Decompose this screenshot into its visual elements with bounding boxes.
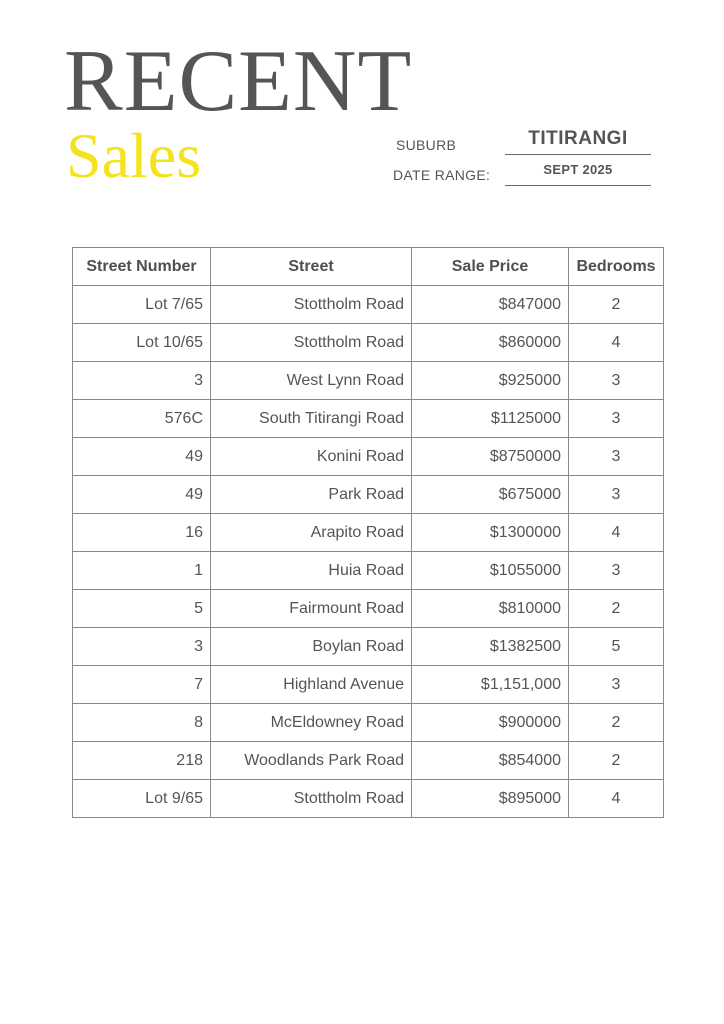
street-number-cell: Lot 9/65 [73,780,211,818]
sale-price-cell: $925000 [412,362,569,400]
table-row [73,590,664,628]
sale-price-cell: $1055000 [412,552,569,590]
suburb-label: SUBURB [396,137,457,153]
table-row [73,514,664,552]
sale-price-cell: $860000 [412,324,569,362]
street-cell: South Titirangi Road [211,400,412,438]
street-number-cell: 3 [73,362,211,400]
bedrooms-cell: 3 [569,400,664,438]
street-cell: Konini Road [211,438,412,476]
date-range-label: DATE RANGE: [393,167,491,183]
bedrooms-cell: 3 [569,362,664,400]
street-number-cell: 5 [73,590,211,628]
bedrooms-cell: 2 [569,590,664,628]
sale-price-cell: $1,151,000 [412,666,569,704]
street-cell: Highland Avenue [211,666,412,704]
street-cell: Boylan Road [211,628,412,666]
bedrooms-cell: 3 [569,552,664,590]
bedrooms-cell: 3 [569,476,664,514]
sale-price-cell: $847000 [412,286,569,324]
column-header-street: Street [211,248,412,286]
sale-price-cell: $1300000 [412,514,569,552]
table-row [73,704,664,742]
sales-table [72,247,664,818]
bedrooms-cell: 2 [569,742,664,780]
street-number-cell: 16 [73,514,211,552]
street-number-cell: 218 [73,742,211,780]
table-row [73,780,664,818]
bedrooms-cell: 4 [569,324,664,362]
table-row [73,666,664,704]
bedrooms-cell: 5 [569,628,664,666]
sale-price-cell: $1382500 [412,628,569,666]
street-cell: Fairmount Road [211,590,412,628]
street-number-cell: 49 [73,438,211,476]
table-row [73,286,664,324]
table-row [73,324,664,362]
street-number-cell: Lot 10/65 [73,324,211,362]
sale-price-cell: $895000 [412,780,569,818]
table-row [73,742,664,780]
bedrooms-cell: 2 [569,704,664,742]
table-row [73,628,664,666]
bedrooms-cell: 3 [569,666,664,704]
street-number-cell: 3 [73,628,211,666]
sale-price-cell: $8750000 [412,438,569,476]
table-row [73,438,664,476]
bedrooms-cell: 4 [569,780,664,818]
street-cell: Park Road [211,476,412,514]
street-cell: Huia Road [211,552,412,590]
street-cell: Woodlands Park Road [211,742,412,780]
street-cell: Stottholm Road [211,286,412,324]
street-number-cell: 7 [73,666,211,704]
sale-price-cell: $675000 [412,476,569,514]
table-row [73,400,664,438]
suburb-value: TITIRANGI [505,127,651,155]
page-subtitle: Sales [66,120,202,191]
column-header-bedrooms: Bedrooms [569,248,664,286]
street-cell: Stottholm Road [211,324,412,362]
column-header-street-number: Street Number [73,248,211,286]
street-number-cell: 1 [73,552,211,590]
sale-price-cell: $1125000 [412,400,569,438]
street-number-cell: 8 [73,704,211,742]
bedrooms-cell: 3 [569,438,664,476]
street-cell: Stottholm Road [211,780,412,818]
sale-price-cell: $900000 [412,704,569,742]
page-title: RECENT [64,33,413,130]
street-cell: West Lynn Road [211,362,412,400]
table-header-row [73,248,664,286]
bedrooms-cell: 2 [569,286,664,324]
table-row [73,552,664,590]
street-number-cell: 576C [73,400,211,438]
street-number-cell: 49 [73,476,211,514]
column-header-sale-price: Sale Price [412,248,569,286]
bedrooms-cell: 4 [569,514,664,552]
street-number-cell: Lot 7/65 [73,286,211,324]
table-row [73,476,664,514]
date-range-value: SEPT 2025 [505,161,651,186]
table-row [73,362,664,400]
sale-price-cell: $810000 [412,590,569,628]
sale-price-cell: $854000 [412,742,569,780]
street-cell: McEldowney Road [211,704,412,742]
street-cell: Arapito Road [211,514,412,552]
